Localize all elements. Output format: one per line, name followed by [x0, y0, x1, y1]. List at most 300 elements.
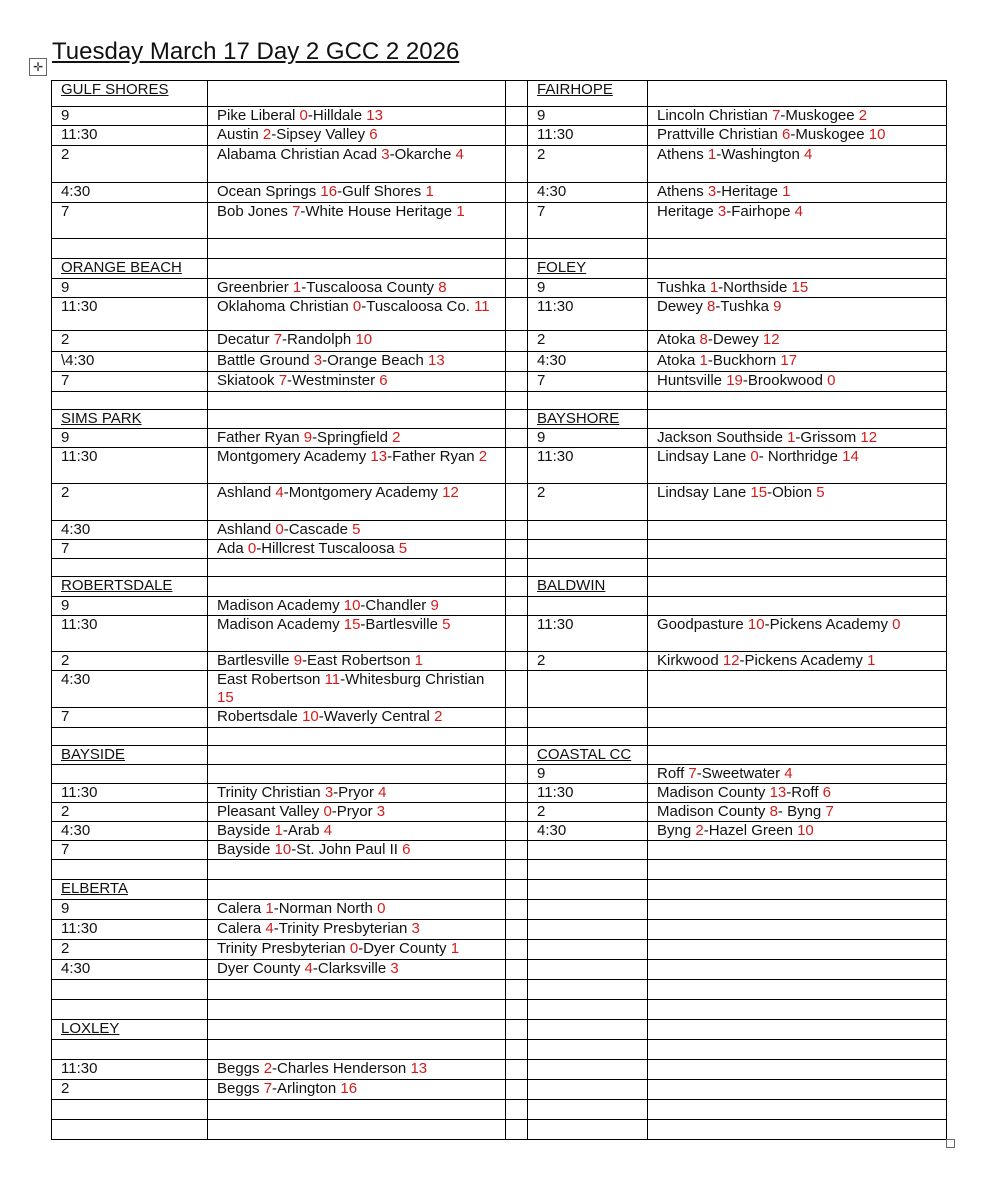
right-time-cell — [528, 521, 648, 540]
score: 0 — [377, 900, 386, 917]
left-game-cell — [208, 980, 506, 1000]
left-game-cell — [208, 410, 506, 429]
score: 17 — [780, 352, 798, 369]
score: 3 — [707, 183, 717, 200]
right-time-cell — [528, 900, 648, 920]
left-game-cell — [208, 765, 506, 784]
right-time-cell — [528, 484, 648, 521]
spacer-cell — [506, 841, 528, 860]
table-row — [52, 126, 947, 146]
team-name: Trinity Christian — [217, 784, 325, 801]
right-game-cell — [648, 203, 947, 239]
left-time-cell — [52, 372, 208, 392]
left-game-cell — [208, 203, 506, 239]
right-game-cell — [648, 279, 947, 298]
score: 4 — [275, 484, 284, 501]
right-time-cell — [528, 372, 648, 392]
left-time-cell — [52, 960, 208, 980]
team-name: Battle Ground — [217, 352, 314, 369]
resize-handle-icon[interactable] — [946, 1139, 955, 1148]
spacer-cell — [506, 352, 528, 372]
score: 2 — [858, 107, 868, 124]
team-name: -White House Heritage — [300, 203, 457, 220]
score: 4 — [265, 920, 274, 937]
table-row — [52, 392, 947, 410]
table-row — [52, 708, 947, 728]
score: 13 — [370, 448, 388, 465]
score: 8 — [699, 331, 708, 348]
team-name: East Robertson — [217, 671, 325, 688]
score: 10 — [797, 822, 814, 839]
team-name: Lincoln Christian — [657, 107, 773, 124]
spacer-cell — [506, 392, 528, 410]
left-game-cell — [208, 1080, 506, 1100]
team-name: Madison County — [657, 803, 770, 820]
score: 0 — [299, 107, 308, 124]
left-time-cell — [52, 803, 208, 822]
score: 12 — [860, 429, 878, 446]
left-game-cell — [208, 107, 506, 126]
team-name: Bob Jones — [217, 203, 293, 220]
right-time-cell — [528, 784, 648, 803]
left-time-cell — [52, 880, 208, 900]
score: 5 — [398, 540, 408, 557]
spacer-cell — [506, 1020, 528, 1040]
left-game-time: 11:30 — [61, 784, 98, 801]
left-time-cell — [52, 1000, 208, 1020]
team-name: -Charles Henderson — [272, 1060, 411, 1077]
team-name: -Bartlesville — [360, 616, 443, 633]
score: 0 — [750, 448, 759, 465]
table-row — [52, 1080, 947, 1100]
right-game-cell — [648, 880, 947, 900]
right-time-cell — [528, 146, 648, 183]
table-row — [52, 841, 947, 860]
score: 1 — [709, 279, 719, 296]
spacer-cell — [506, 900, 528, 920]
team-name: -Brookwood — [742, 372, 828, 389]
team-name: -Gulf Shores — [337, 183, 426, 200]
spacer-cell — [506, 429, 528, 448]
score: 10 — [868, 126, 886, 143]
score: 15 — [343, 616, 361, 633]
team-name: -Roff — [786, 784, 823, 801]
team-name: Montgomery Academy — [217, 448, 371, 465]
right-game-time: 7 — [537, 372, 546, 389]
team-name: Prattville Christian — [657, 126, 783, 143]
score: 3 — [313, 352, 323, 369]
left-game-time: 2 — [61, 1080, 70, 1097]
right-game-time: 9 — [537, 765, 546, 782]
team-name: Ashland — [217, 521, 276, 538]
right-venue-name: FAIRHOPE — [537, 81, 613, 98]
right-time-cell — [528, 841, 648, 860]
table-row — [52, 765, 947, 784]
score: 1 — [292, 279, 302, 296]
left-venue-name: GULF SHORES — [61, 81, 169, 98]
team-name: Athens — [657, 146, 708, 163]
left-time-cell — [52, 784, 208, 803]
spacer-cell — [506, 1080, 528, 1100]
right-time-cell — [528, 960, 648, 980]
score: 6 — [369, 126, 378, 143]
right-game-time: 2 — [537, 331, 546, 348]
left-game-time: 4:30 — [61, 671, 91, 688]
team-name: -East Robertson — [302, 652, 415, 669]
team-name: Calera — [217, 900, 266, 917]
left-time-cell — [52, 920, 208, 940]
team-name: -Tushka — [715, 298, 774, 315]
right-game-cell — [648, 239, 947, 259]
team-name: Kirkwood — [657, 652, 723, 669]
score: 14 — [842, 448, 859, 465]
left-game-cell — [208, 577, 506, 597]
right-game-cell — [648, 1080, 947, 1100]
left-time-cell — [52, 822, 208, 841]
score: 6 — [822, 784, 831, 801]
left-game-cell — [208, 372, 506, 392]
left-game-time: 11:30 — [61, 448, 98, 465]
left-game-cell — [208, 239, 506, 259]
left-game-cell — [208, 331, 506, 352]
right-game-cell — [648, 1060, 947, 1080]
spacer-cell — [506, 81, 528, 107]
left-game-cell — [208, 900, 506, 920]
spacer-cell — [506, 860, 528, 880]
score: 1 — [456, 203, 465, 220]
left-time-cell — [52, 279, 208, 298]
right-time-cell — [528, 448, 648, 484]
left-venue-name: BAYSIDE — [61, 746, 125, 763]
team-name: -Clarksville — [312, 960, 391, 977]
right-game-time: 2 — [537, 484, 546, 501]
score: 3 — [717, 203, 727, 220]
table-row — [52, 652, 947, 671]
team-name: Huntsville — [657, 372, 727, 389]
left-game-time: 4:30 — [61, 183, 91, 200]
score: 7 — [263, 1080, 273, 1097]
spacer-cell — [506, 1000, 528, 1020]
left-game-time: 2 — [61, 940, 70, 957]
left-game-cell — [208, 259, 506, 279]
spacer-cell — [506, 279, 528, 298]
table-row — [52, 352, 947, 372]
team-name: -Waverly Central — [318, 708, 435, 725]
team-name: Greenbrier — [217, 279, 293, 296]
score: 6 — [379, 372, 388, 389]
left-game-cell — [208, 708, 506, 728]
left-game-time: 11:30 — [61, 298, 98, 315]
left-game-cell — [208, 429, 506, 448]
right-game-time: 4:30 — [537, 183, 567, 200]
score: 4 — [323, 822, 333, 839]
right-venue-name: FOLEY — [537, 259, 587, 276]
score: 10 — [343, 597, 361, 614]
right-time-cell — [528, 392, 648, 410]
left-time-cell — [52, 1040, 208, 1060]
table-row — [52, 429, 947, 448]
table-row — [52, 880, 947, 900]
right-game-cell — [648, 1120, 947, 1140]
left-time-cell — [52, 860, 208, 880]
team-name: -Springfield — [312, 429, 393, 446]
spacer-cell — [506, 597, 528, 616]
team-name: Madison Academy — [217, 597, 344, 614]
score: 0 — [352, 298, 362, 315]
left-game-time: \4:30 — [61, 352, 95, 369]
team-name: -Westminster — [287, 372, 380, 389]
left-game-cell — [208, 1060, 506, 1080]
score: 7 — [772, 107, 781, 124]
score: 0 — [892, 616, 901, 633]
score: 13 — [769, 784, 787, 801]
team-name: -Pryor — [331, 803, 377, 820]
table-row — [52, 822, 947, 841]
left-time-cell — [52, 765, 208, 784]
team-name: Pike Liberal — [217, 107, 300, 124]
spacer-cell — [506, 652, 528, 671]
score: 4 — [784, 765, 793, 782]
right-game-cell — [648, 352, 947, 372]
team-name: Dewey — [657, 298, 708, 315]
right-game-cell — [648, 822, 947, 841]
table-row — [52, 372, 947, 392]
left-game-cell — [208, 920, 506, 940]
score: 12 — [722, 652, 740, 669]
team-name: Ada — [217, 540, 248, 557]
right-game-cell — [648, 559, 947, 577]
score: 11 — [474, 298, 490, 315]
left-game-time: 7 — [61, 708, 70, 725]
left-time-cell — [52, 746, 208, 765]
right-time-cell — [528, 880, 648, 900]
spacer-cell — [506, 410, 528, 429]
spacer-cell — [506, 521, 528, 540]
left-game-cell — [208, 183, 506, 203]
right-game-cell — [648, 746, 947, 765]
right-time-cell — [528, 410, 648, 429]
table-row — [52, 183, 947, 203]
left-game-time: 2 — [61, 652, 70, 669]
right-game-cell — [648, 410, 947, 429]
left-time-cell — [52, 652, 208, 671]
left-game-time: 4:30 — [61, 822, 91, 839]
right-game-cell — [648, 920, 947, 940]
team-name: Beggs — [217, 1080, 264, 1097]
table-row — [52, 920, 947, 940]
score: 2 — [262, 126, 272, 143]
spacer-cell — [506, 1040, 528, 1060]
right-game-time: 9 — [537, 429, 546, 446]
right-time-cell — [528, 708, 648, 728]
spacer-cell — [506, 822, 528, 841]
right-game-cell — [648, 429, 947, 448]
right-time-cell — [528, 765, 648, 784]
left-game-cell — [208, 81, 506, 107]
right-time-cell — [528, 203, 648, 239]
score: 9 — [303, 429, 313, 446]
team-name: Pleasant Valley — [217, 803, 324, 820]
team-name: -Sweetwater — [696, 765, 785, 782]
team-name: -Okarche — [389, 146, 456, 163]
table-row — [52, 81, 947, 107]
score: 12 — [762, 331, 780, 348]
team-name: -Obion — [767, 484, 817, 501]
team-name: -Fairhope — [726, 203, 795, 220]
team-name: Robertsdale — [217, 708, 303, 725]
right-game-cell — [648, 183, 947, 203]
right-time-cell — [528, 279, 648, 298]
table-row — [52, 1000, 947, 1020]
team-name: - Northridge — [758, 448, 843, 465]
left-time-cell — [52, 183, 208, 203]
right-game-time: 9 — [537, 107, 546, 124]
team-name: -Father Ryan — [387, 448, 479, 465]
team-name: -St. John Paul II — [291, 841, 403, 858]
left-game-time: 7 — [61, 203, 70, 220]
team-name: Oklahoma Christian — [217, 298, 353, 315]
table-row — [52, 940, 947, 960]
table-row — [52, 410, 947, 429]
score: 13 — [366, 107, 383, 124]
right-game-cell — [648, 1000, 947, 1020]
left-time-cell — [52, 1100, 208, 1120]
score: 2 — [392, 429, 401, 446]
left-game-cell — [208, 484, 506, 521]
spacer-cell — [506, 940, 528, 960]
left-game-cell — [208, 352, 506, 372]
table-row — [52, 203, 947, 239]
team-name: Athens — [657, 183, 708, 200]
right-time-cell — [528, 540, 648, 559]
right-game-cell — [648, 784, 947, 803]
right-game-cell — [648, 392, 947, 410]
team-name: Ashland — [217, 484, 276, 501]
score: 1 — [707, 146, 717, 163]
left-venue-name: ELBERTA — [61, 880, 128, 897]
team-name: Bayside — [217, 822, 275, 839]
right-game-cell — [648, 521, 947, 540]
score: 10 — [302, 708, 319, 725]
left-game-cell — [208, 746, 506, 765]
left-game-cell — [208, 652, 506, 671]
team-name: Dyer County — [217, 960, 305, 977]
left-time-cell — [52, 540, 208, 559]
score: 8 — [707, 298, 716, 315]
right-time-cell — [528, 671, 648, 708]
table-row — [52, 521, 947, 540]
right-game-cell — [648, 803, 947, 822]
score: 1 — [867, 652, 876, 669]
table-row — [52, 1120, 947, 1140]
score: 3 — [390, 960, 399, 977]
score: 1 — [782, 183, 791, 200]
table-row — [52, 728, 947, 746]
right-game-time: 2 — [537, 652, 546, 669]
table-row — [52, 1040, 947, 1060]
left-game-cell — [208, 940, 506, 960]
left-game-time: 7 — [61, 841, 70, 858]
left-time-cell — [52, 410, 208, 429]
score: 1 — [425, 183, 434, 200]
spacer-cell — [506, 1100, 528, 1120]
right-game-time: 2 — [537, 146, 546, 163]
score: 15 — [217, 689, 234, 706]
right-time-cell — [528, 1120, 648, 1140]
left-game-time: 2 — [61, 803, 70, 820]
right-venue-name: BAYSHORE — [537, 410, 620, 427]
team-name: -Trinity Presbyterian — [273, 920, 412, 937]
table-row — [52, 671, 947, 708]
right-time-cell — [528, 1080, 648, 1100]
team-name: Madison Academy — [217, 616, 344, 633]
left-game-time: 4:30 — [61, 960, 91, 977]
left-game-cell — [208, 728, 506, 746]
right-game-time: 4:30 — [537, 352, 567, 369]
team-name: -Dyer County — [358, 940, 451, 957]
table-row — [52, 803, 947, 822]
score: 2 — [434, 708, 443, 725]
team-name: Tushka — [657, 279, 710, 296]
right-game-time: 7 — [537, 203, 546, 220]
left-venue-name: LOXLEY — [61, 1020, 120, 1037]
right-game-cell — [648, 372, 947, 392]
score: 2 — [478, 448, 488, 465]
left-game-cell — [208, 392, 506, 410]
left-time-cell — [52, 671, 208, 708]
right-game-cell — [648, 652, 947, 671]
left-time-cell — [52, 597, 208, 616]
team-name: -Cascade — [283, 521, 353, 538]
right-game-time: 2 — [537, 803, 546, 820]
team-name: Alabama Christian Acad — [217, 146, 382, 163]
left-game-time: 9 — [61, 429, 70, 446]
right-game-cell — [648, 1100, 947, 1120]
score: 15 — [791, 279, 809, 296]
spacer-cell — [506, 259, 528, 279]
spacer-cell — [506, 616, 528, 652]
right-time-cell — [528, 429, 648, 448]
left-venue-name: SIMS PARK — [61, 410, 142, 427]
move-handle-icon[interactable]: ✛ — [29, 58, 47, 76]
left-game-cell — [208, 559, 506, 577]
right-game-cell — [648, 298, 947, 331]
score: 1 — [265, 900, 274, 917]
right-game-time: 11:30 — [537, 448, 574, 465]
score: 2 — [263, 1060, 273, 1077]
team-name: Goodpasture — [657, 616, 748, 633]
left-game-cell — [208, 616, 506, 652]
right-game-cell — [648, 841, 947, 860]
schedule-body — [52, 81, 947, 1140]
score: 3 — [376, 803, 386, 820]
left-time-cell — [52, 1020, 208, 1040]
score: 9 — [773, 298, 782, 315]
right-game-cell — [648, 1040, 947, 1060]
spacer-cell — [506, 803, 528, 822]
spacer-cell — [506, 484, 528, 521]
right-time-cell — [528, 1060, 648, 1080]
team-name: -Dewey — [707, 331, 763, 348]
right-time-cell — [528, 331, 648, 352]
team-name: -Orange Beach — [322, 352, 428, 369]
team-name: Atoka — [657, 352, 700, 369]
score: 19 — [726, 372, 743, 389]
score: 8 — [438, 279, 447, 296]
right-time-cell — [528, 352, 648, 372]
team-name: Madison County — [657, 784, 770, 801]
left-game-time: 2 — [61, 331, 70, 348]
